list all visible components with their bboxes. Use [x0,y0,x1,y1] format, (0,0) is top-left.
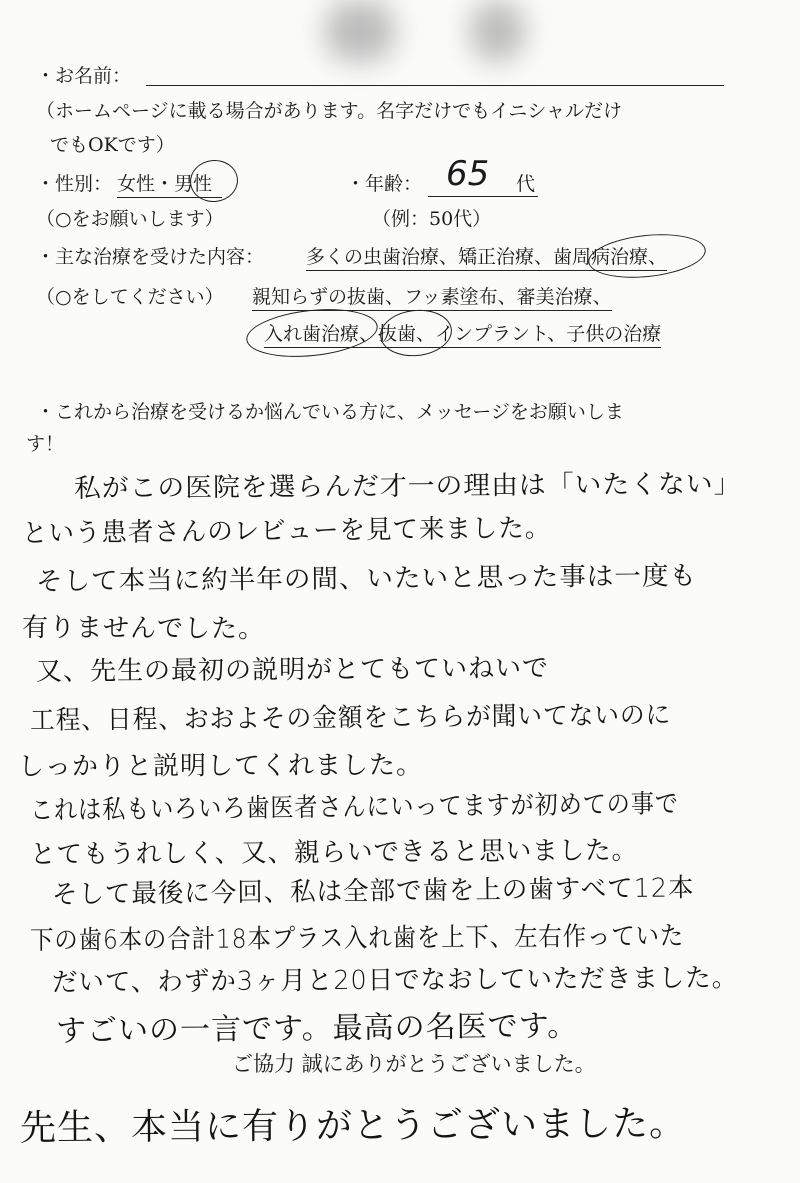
message-prompt-line1: ・これから治療を受けるか悩んでいる方に、メッセージをお願いしま [36,401,624,423]
age-unit: 代 [516,173,536,195]
handwritten-line: 有りませんでした。 [21,613,266,645]
message-prompt-line2: す！ [26,433,65,455]
treatment-options-line3: 入れ歯治療、抜歯、インプラント、子供の治療 [264,322,661,348]
handwritten-line: そして最後に今回、私は全部で歯を上の歯すべて12本 [51,873,695,910]
handwritten-line: とてもうれしく、又、親らいできると思いました。 [29,835,639,870]
age-handwritten-value: 65 [446,154,490,194]
treatment-circle-extraction [378,306,454,359]
treatment-options-line2: 親知らずの抜歯、フッ素塗布、審美治療、 [252,285,612,311]
gender-note: （○をお願いします） [36,208,224,230]
treatment-options-line1: 多くの虫歯治療、矯正治療、歯周病治療、 [306,245,667,271]
age-field-line [428,196,538,197]
treatment-label: ・主な治療を受けた内容： [36,246,265,268]
handwritten-line: 私がこの医院を選らんだ才一の理由は「いたくない」 [73,469,742,504]
treatment-circle-denture [244,303,380,363]
handwritten-line: 又、先生の最初の説明がとてもていねいで [35,653,550,687]
treatment-note: （○をしてください） [36,286,224,308]
handwritten-line: そして本当に約半年の間、いたいと思った事は一度も [35,561,698,597]
age-label: ・年齢： [346,173,423,195]
treatment-circle-perio [586,229,708,283]
gender-options: 女性・男性 [117,172,222,198]
name-note-line2: でもOKです） [50,134,175,156]
handwritten-line: という患者さんのレビューを見て来ました。 [21,513,552,549]
gender-label: ・性別： [36,173,113,195]
handwritten-line: 下の歯6本の合計18本プラス入れ歯を上下、左右作っていた [29,921,685,956]
name-note-line1: （ホームページに載る場合があります。名字だけでもイニシャルだけ [36,100,622,122]
handwritten-line: すごいの一言です。最高の名医です。 [55,1008,579,1049]
name-field-line [146,85,724,86]
handwritten-line: これは私もいろいろ歯医者さんにいってますが初めての事で [29,789,679,826]
name-label: ・お名前： [36,65,132,87]
redaction-blur [470,0,525,62]
handwritten-line: しっかりと説明してくれました。 [17,750,424,782]
closing-thanks: ご協力 誠にありがとうございました。 [232,1052,596,1076]
handwritten-line: 工程、日程、おおよその金額をこちらが聞いてないのに [29,700,672,736]
final-handwritten-thanks: 先生、本当に有りがとうございました。 [19,1103,687,1149]
handwritten-line: だいて、わずか3ヶ月と20日でなおしていただきました。 [51,963,739,998]
redaction-blur [325,0,395,62]
age-example: （例：50代） [372,208,492,230]
